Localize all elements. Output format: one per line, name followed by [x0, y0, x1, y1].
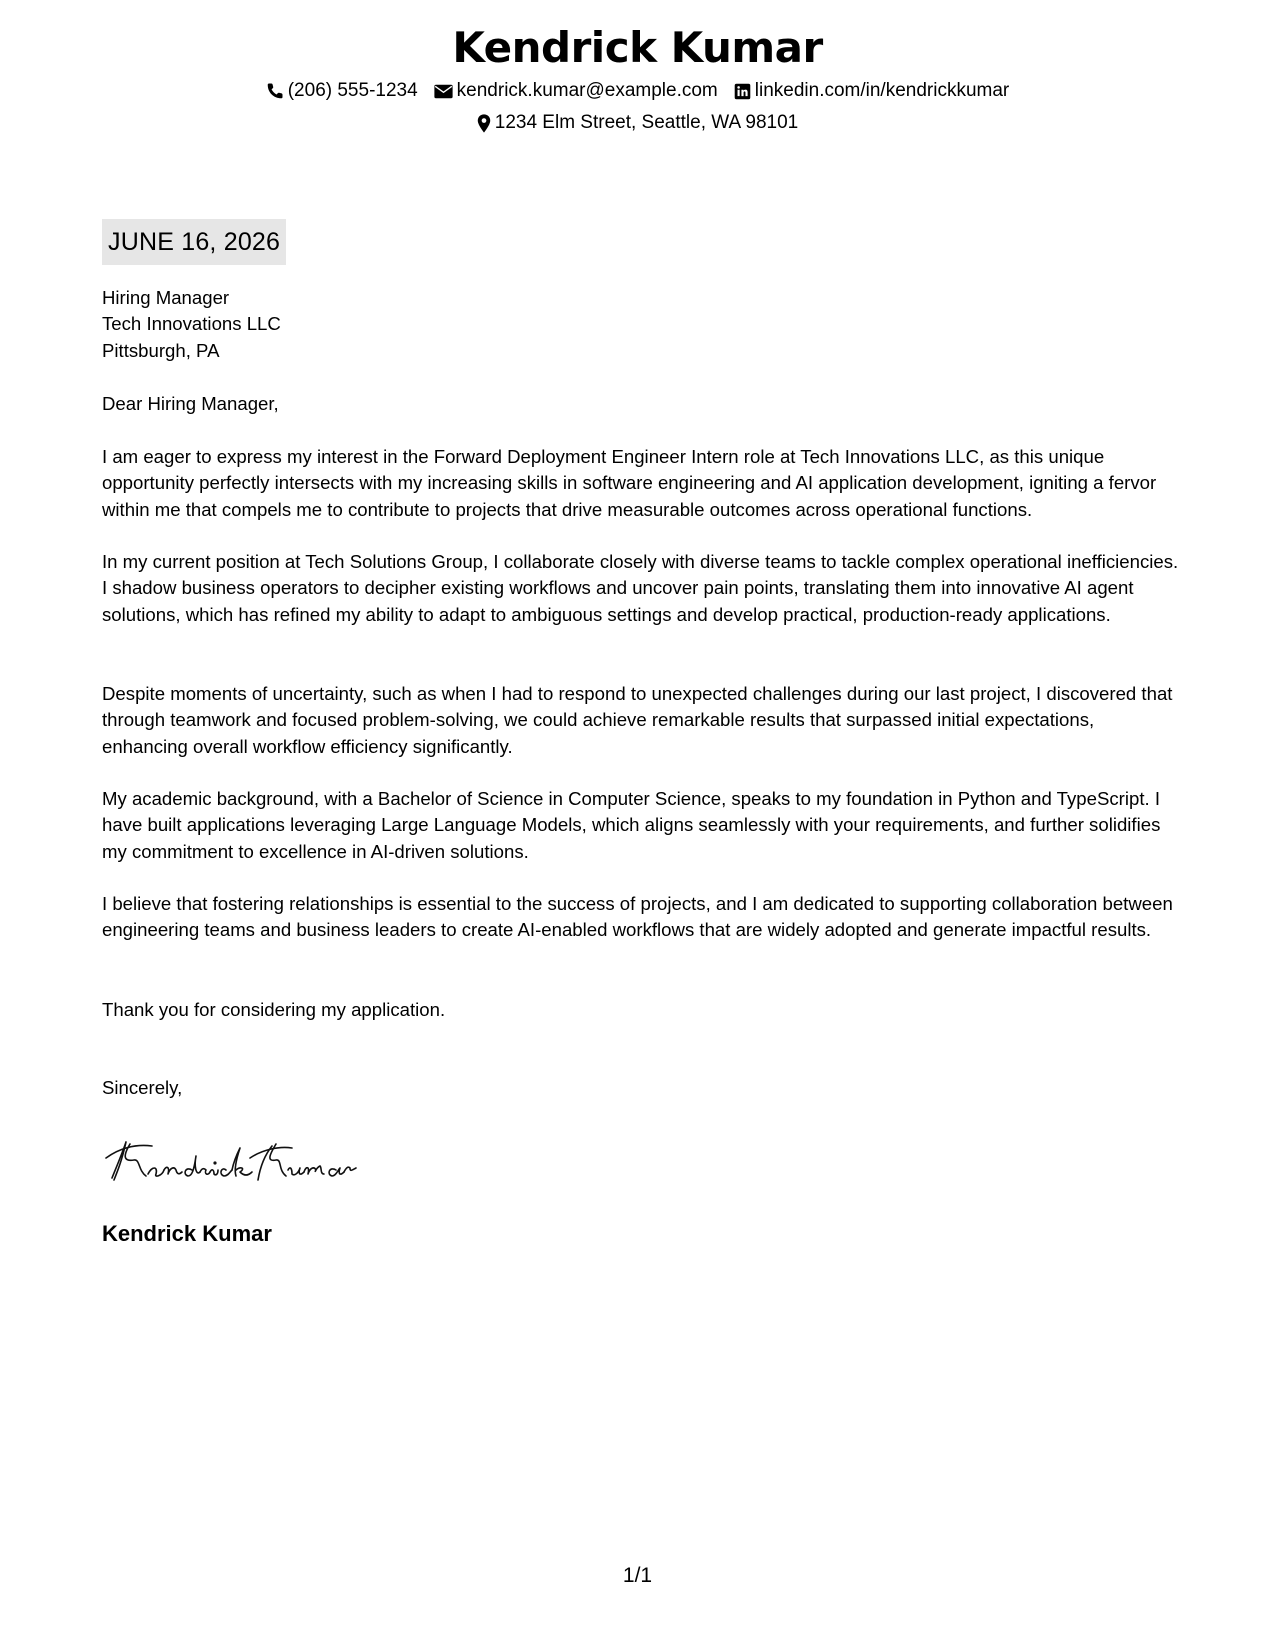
- address-contact: [477, 110, 798, 136]
- phone-icon: [266, 82, 284, 100]
- thank-you-paragraph: Thank you for considering my application.: [102, 999, 446, 1020]
- map-marker-icon: [477, 114, 491, 133]
- body-paragraph: Despite moments of uncertainty, such as when I had to respond to unexpected challenges during our last project, I discovered that through teamwork and focused problem-solving, we could achieve remarkable results that surpassed initial expectations, enhancing overall workflow efficiency significantly.: [102, 683, 1173, 757]
- body-paragraph: In my current position at Tech Solutions Group, I collaborate closely with diverse teams to tackle complex operational inefficiencies. I shadow business operators to decipher existing workflows and uncover pain points, translating them into innovative AI agent solutions, which has refined my ability to adapt to ambiguous settings and develop practical, production-ready applications.: [102, 551, 1179, 625]
- phone-number: (206) 555-1234: [287, 80, 418, 101]
- email-contact[interactable]: [434, 78, 718, 104]
- linkedin-icon: [734, 83, 751, 100]
- email-address[interactable]: kendrick.kumar@example.com: [456, 80, 718, 101]
- body-paragraph: My academic background, with a Bachelor of Science in Computer Science, speaks to my foundation in Python and TypeScript. I have built applications leveraging Large Language Models, which aligns seamlessly with your requirements, and further solidifies my commitment to excellence in AI-driven solutions.: [102, 788, 1161, 862]
- phone-contact: [266, 78, 418, 104]
- linkedin-contact[interactable]: [734, 78, 1010, 104]
- linkedin-url[interactable]: linkedin.com/in/kendrickkumar: [754, 80, 1010, 101]
- recipient-block: [102, 285, 1182, 364]
- envelope-icon: [434, 84, 453, 99]
- recipient-company: Tech Innovations LLC: [102, 313, 281, 335]
- contact-row: [0, 78, 1275, 104]
- page-number: 1/1: [622, 1564, 653, 1587]
- recipient-location: Pittsburgh, PA: [102, 339, 220, 361]
- body-paragraph: I am eager to express my interest in the Forward Deployment Engineer Intern role at Tech Innovations LLC, as this unique opportunity perfectly intersects with my increasing skills in software engineering and AI application development, igniting a fervor within me that compels me to contribute to projects that drive measurable outcomes across operational functions.: [102, 446, 1157, 520]
- street-address: 1234 Elm Street, Seattle, WA 98101: [494, 112, 799, 133]
- handwritten-signature: [100, 1130, 370, 1190]
- signed-name: Kendrick Kumar: [102, 1221, 272, 1246]
- salutation: Dear Hiring Manager,: [102, 393, 279, 414]
- recipient-title: Hiring Manager: [102, 287, 230, 308]
- sender-name: Kendrick Kumar: [452, 23, 823, 72]
- body-paragraph: I believe that fostering relationships is essential to the success of projects, and I am dedicated to supporting collaboration between engineering teams and business leaders to create AI-enabled workflows that are widely adopted and generate impactful results.: [102, 893, 1173, 941]
- letter-date: JUNE 16, 2026: [102, 219, 286, 265]
- address-row: [0, 110, 1275, 136]
- closing: Sincerely,: [102, 1077, 183, 1098]
